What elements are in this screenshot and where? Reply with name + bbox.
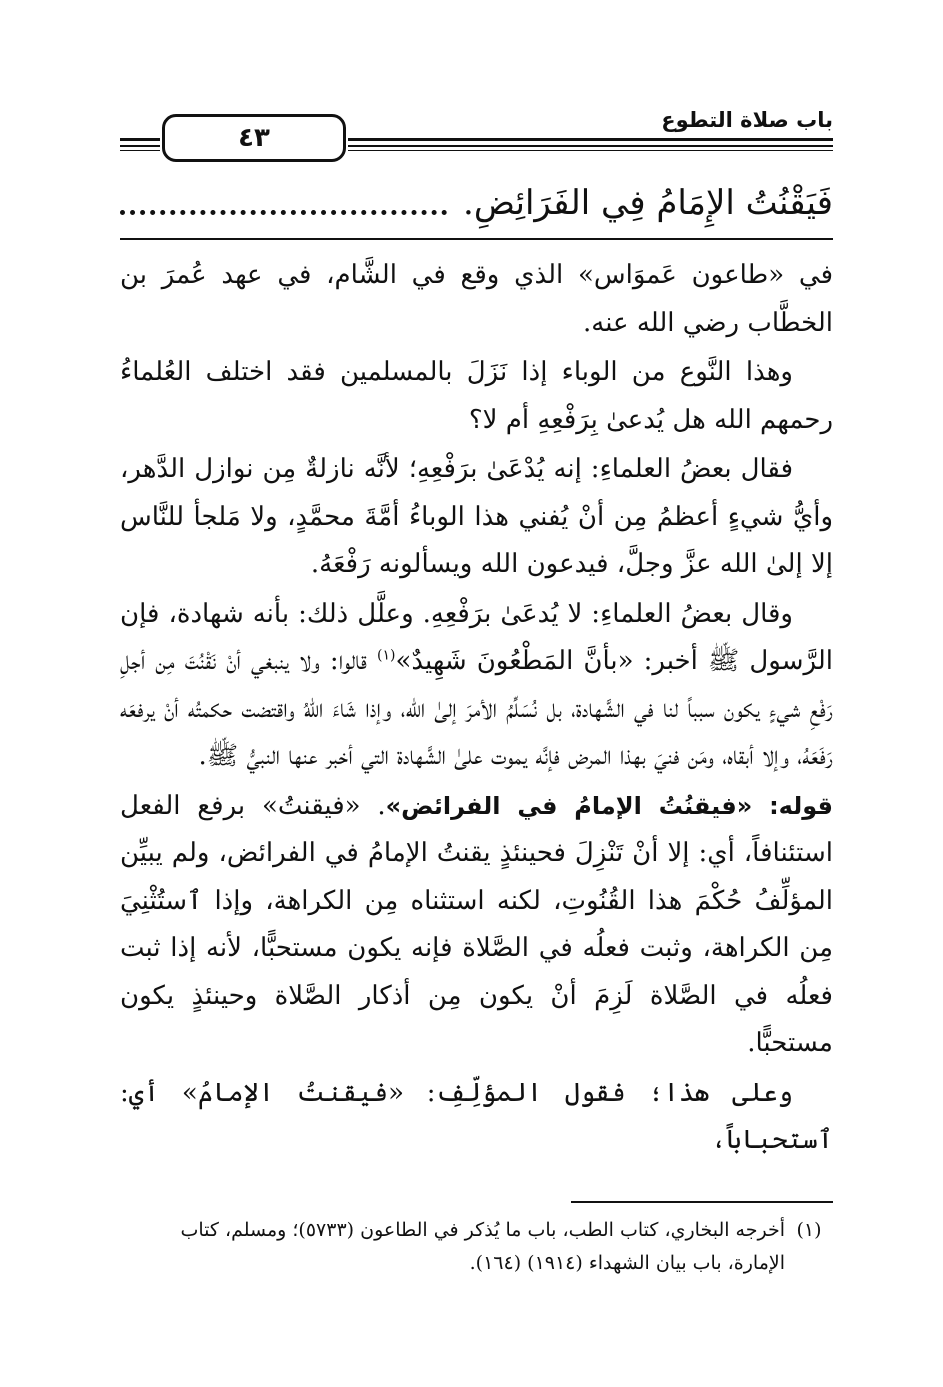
- paragraph: فقال بعضُ العلماءِ: إنه يُدْعَىٰ برَفْعِهِ؛ لأنَّه نازلةٌ مِن نوازل الدَّهر، وأيُّ شيءٍ أعظمُ مِن أنْ يُفني هذا الوباءُ أمَّةَ محمَّدٍ، ولا مَلجأ للنَّاس إلا إلىٰ الله عزَّ وجلَّ، فيدعون الله ويسألونه رَفْعَهُ.: [120, 454, 833, 579]
- commentary-body: [120, 252, 833, 1167]
- header-rule: [348, 145, 833, 147]
- page-number: ٤٣: [162, 114, 346, 162]
- footnote-item: [120, 1214, 833, 1280]
- paragraph: وهذا النَّوع من الوباء إذا نَزَلَ بالمسلمين فقد اختلف العُلماءُ رحمهم الله هل يُدعىٰ بِرَفْعِهِ أم لا؟: [120, 357, 833, 435]
- paragraph: في «طاعون عَموَاس» الذي وقع في الشَّام، في عهد عُمرَ بن الخطَّاب رضي الله عنه.: [120, 260, 833, 338]
- header-rule: [348, 138, 833, 141]
- footnote-divider: [571, 1201, 833, 1203]
- header-rule: [120, 145, 160, 147]
- running-title: باب صلاة التطوع: [661, 108, 833, 132]
- header-rule: [348, 150, 833, 151]
- paragraph: وعلى هذا؛ فقول المؤلِّفِ: «فيقنتُ الإمامُ» أي: ٱستحباباً،: [120, 1077, 833, 1155]
- footnote-text: أخرجه البخاري، كتاب الطب، باب ما يُذكر في الطاعون (٥٧٣٣)؛ ومسلم، كتاب الإمارة، باب بيان الشهداء (١٩١٤) (١٦٤).: [180, 1219, 785, 1274]
- footnote-ref[interactable]: (١): [377, 647, 396, 664]
- matn-text: فَيَقْنُتُ الإِمَامُ فِي الفَرَائِضِ.: [463, 183, 833, 223]
- matn-divider: [120, 238, 833, 240]
- dotted-leader: [120, 210, 447, 215]
- page-header: [120, 104, 833, 164]
- header-rule: [120, 150, 160, 151]
- header-rule: [120, 138, 160, 141]
- footnote-number: (١): [796, 1219, 822, 1241]
- footnotes: [120, 1214, 833, 1280]
- quoted-keyword: قوله: «فيقنُتُ الإمامُ في الفرائض»: [385, 791, 833, 820]
- paragraph: وقال بعضُ العلماءِ: لا يُدعَىٰ برَفْعِهِ. وعلَّل ذلك: بأنه شهادة، فإن الرَّسول ﷺ أخبر: «بأنَّ المَطْعُونَ شَهِيدٌ»$^{(١)}$ قالوا: ولا ينبغي أنْ نَقْنُتَ مِن أجلِ رَفْعِ شيءٍ يكون سبباً لنا في الشَّهادة، بل نُسَلِّمُ الأمرَ إلىٰ الله، وإذا شَاءَ اللهُ واقتضت حكمتُه أنْ يرفعَه رَفَعَهُ، وإلا أبقاه، ومَن فنيَ بهذا المرض فإنَّه يموت علىٰ الشَّهادة التي أخبر عنها النبيُّ ﷺ.: [120, 598, 834, 771]
- matn-line: [120, 172, 833, 234]
- paragraph: قوله: «فيقنُتُ الإمامُ في الفرائض». «فيقنتُ» برفع الفعل استئنافاً، أي: إلا أنْ تَنْزِلَ فحينئذٍ يقنتُ الإمامُ في الفرائض، ولم يبيِّن المؤلِّفُ حُكْمَ هذا القُنُوتِ، لكنه استثناه مِن الكراهة، وإذا ٱستُثْنِيَ مِن الكراهة، وثبت فعلُه في الصَّلاة فإنه يكون مستحبًّا، لأنه إذا ثبت فعلُه في الصَّلاة لَزِمَ أنْ يكون مِن أذكار الصَّلاة وحينئذٍ يكون مستحبًّا.: [120, 790, 833, 1058]
